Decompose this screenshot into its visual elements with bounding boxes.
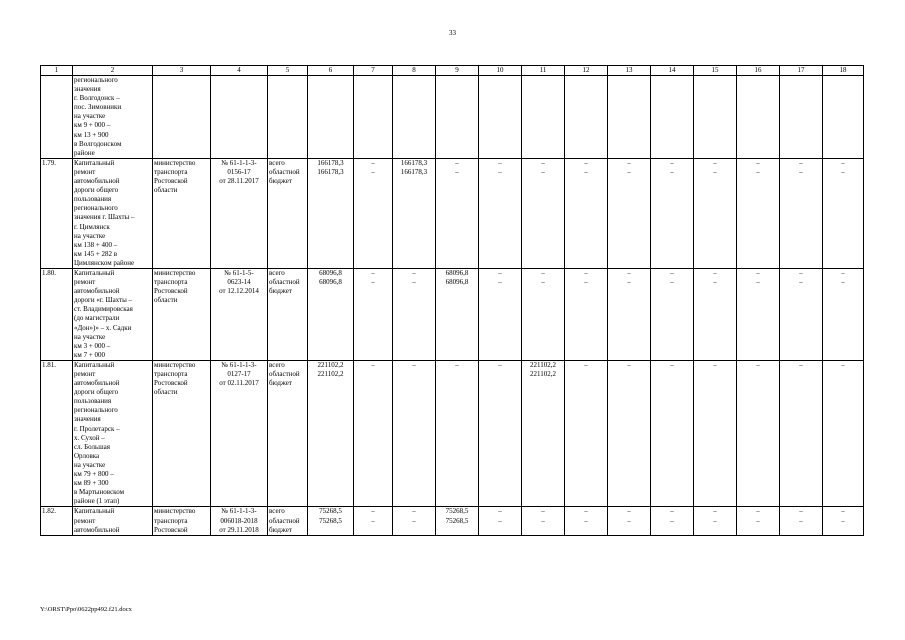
- value-cell: [436, 158, 479, 268]
- value-cell: [694, 507, 737, 535]
- value: [824, 370, 862, 379]
- value: –: [627, 278, 631, 287]
- object-name: Капитальный ремонт автомобильной дороги общего пользования регионального значения г. Пролетарск – х. Сухой – сл. Большая Орловка на участке км 79 + 800 – км 89 + 300 в Мартыновском районе (1 этап): [73, 360, 153, 507]
- value: –: [627, 516, 631, 525]
- value: –: [541, 167, 545, 176]
- value-cell: [737, 360, 780, 507]
- executor: министерство транспорта Ростовской области: [153, 268, 211, 360]
- funding-source-label: областной бюджет: [269, 370, 300, 388]
- column-number: 7: [354, 66, 393, 76]
- value: –: [841, 278, 845, 287]
- funding-source: [268, 268, 308, 360]
- file-path-footer: Y:\ORST\Ppo\0622pp492.f21.docx: [40, 606, 132, 613]
- value-cell: [780, 360, 823, 507]
- row-number: 1.79.: [41, 158, 73, 268]
- value-cell: [308, 360, 354, 507]
- expertise-document: № 61-1-5- 0623-14 от 12.12.2014: [211, 268, 268, 360]
- value-cell: [436, 268, 479, 360]
- value: –: [412, 507, 416, 516]
- value-cell: [780, 268, 823, 360]
- row-number: 1.82.: [41, 507, 73, 535]
- program-table: [40, 65, 864, 536]
- value: –: [670, 507, 674, 516]
- value-cell: [608, 360, 651, 507]
- value: –: [455, 167, 459, 176]
- value: –: [799, 158, 803, 167]
- value: –: [584, 507, 588, 516]
- value: –: [670, 158, 674, 167]
- object-name: Капитальный ремонт автомобильной дороги «г. Шахты – ст. Владимировская (до магистрали «Дон»)» – х. Садки на участке км 3 + 000 – км 7 + 000: [73, 268, 153, 360]
- table-row: [41, 507, 864, 535]
- value: –: [670, 516, 674, 525]
- table-row: [41, 360, 864, 507]
- funding-source: [268, 360, 308, 507]
- value: 221102,2: [317, 360, 344, 369]
- value: 166178,3: [317, 158, 344, 167]
- value-cell: [522, 268, 565, 360]
- value: –: [541, 507, 545, 516]
- value: –: [412, 278, 416, 287]
- value: [652, 370, 692, 379]
- value: 75268,5: [445, 516, 469, 525]
- funding-source-label: областной бюджет: [269, 278, 300, 296]
- value-cell: [393, 360, 436, 507]
- value: –: [498, 507, 502, 516]
- value: –: [799, 516, 803, 525]
- value-cell: [780, 507, 823, 535]
- value: [355, 370, 391, 379]
- value: 221102,2: [317, 370, 344, 378]
- empty-cell: [479, 76, 522, 159]
- value: –: [627, 360, 631, 369]
- value-cell: [354, 360, 393, 507]
- empty-cell: [268, 76, 308, 159]
- value: 221102,2: [530, 360, 556, 369]
- value-cell: [522, 507, 565, 535]
- value: –: [713, 158, 717, 167]
- value: –: [541, 278, 545, 287]
- value: –: [455, 158, 459, 167]
- column-number: 16: [737, 66, 780, 76]
- value: –: [498, 167, 502, 176]
- table-row: [41, 158, 864, 268]
- value-cell: [479, 268, 522, 360]
- value-cell: [737, 158, 780, 268]
- value: –: [670, 167, 674, 176]
- column-number: 1: [41, 66, 73, 76]
- value-cell: [565, 268, 608, 360]
- row-number: 1.80.: [41, 268, 73, 360]
- value: –: [371, 507, 375, 516]
- value-cell: [651, 268, 694, 360]
- funding-source-label: областной бюджет: [269, 167, 300, 186]
- empty-cell: [211, 76, 268, 159]
- column-number: 3: [153, 66, 211, 76]
- value: –: [371, 268, 375, 277]
- value: –: [371, 278, 375, 287]
- value: –: [799, 507, 803, 516]
- page-number: 33: [449, 29, 456, 37]
- value: –: [412, 360, 416, 369]
- empty-cell: [565, 76, 608, 159]
- object-name-continued: регионального значения г. Волгодонск – пос. Зимовники на участке км 9 + 000 – км 13 + 900 в Волгодонском районе: [73, 76, 153, 159]
- value: –: [756, 268, 760, 277]
- value-cell: [354, 268, 393, 360]
- value: –: [713, 167, 717, 176]
- executor: министерство транспорта Ростовской области: [153, 360, 211, 507]
- value: [738, 370, 778, 379]
- value-cell: [436, 507, 479, 535]
- value: –: [799, 278, 803, 287]
- value: [394, 370, 434, 379]
- funding-source-label: всего: [269, 360, 285, 369]
- value-cell: [479, 360, 522, 507]
- empty-cell: [737, 76, 780, 159]
- value: –: [584, 268, 588, 277]
- value: 75268,5: [319, 516, 342, 525]
- value-cell: [565, 158, 608, 268]
- value: –: [412, 268, 416, 277]
- value: [437, 370, 477, 379]
- empty-cell: [780, 76, 823, 159]
- value-cell: [823, 268, 864, 360]
- expertise-document: № 61-1-1-3- 006018-2018 от 29.11.2018: [211, 507, 268, 535]
- value: –: [627, 268, 631, 277]
- value: 75268,5: [445, 507, 469, 516]
- value: –: [371, 158, 375, 167]
- value: 68096,8: [319, 268, 342, 277]
- value: –: [584, 167, 588, 176]
- column-number: 17: [780, 66, 823, 76]
- value: –: [371, 360, 375, 369]
- value-cell: [823, 360, 864, 507]
- value: –: [541, 268, 545, 277]
- value: 68096,8: [319, 278, 342, 287]
- value: –: [412, 516, 416, 525]
- column-number: 10: [479, 66, 522, 76]
- executor: министерство транспорта Ростовской: [153, 507, 211, 535]
- value: –: [627, 158, 631, 167]
- empty-cell: [651, 76, 694, 159]
- value: –: [713, 516, 717, 525]
- value-cell: [522, 158, 565, 268]
- value: –: [799, 268, 803, 277]
- value: –: [799, 167, 803, 176]
- value: –: [756, 158, 760, 167]
- row-number: 1.81.: [41, 360, 73, 507]
- column-number-row: [41, 66, 864, 76]
- value: 166178,3: [400, 158, 428, 167]
- empty-cell: [308, 76, 354, 159]
- value: –: [756, 278, 760, 287]
- funding-source-label: всего: [269, 507, 285, 516]
- value-cell: [780, 158, 823, 268]
- value-cell: [737, 507, 780, 535]
- column-number: 18: [823, 66, 864, 76]
- value: –: [713, 360, 717, 369]
- expertise-document: № 61-1-1-3- 0127-17 от 02.11.2017: [211, 360, 268, 507]
- value: 166178,3: [400, 167, 428, 176]
- value: –: [498, 268, 502, 277]
- value: –: [670, 360, 674, 369]
- value: –: [756, 360, 760, 369]
- value: 75268,5: [319, 507, 342, 516]
- value-cell: [737, 268, 780, 360]
- empty-cell: [41, 76, 73, 159]
- value: –: [756, 516, 760, 525]
- empty-cell: [354, 76, 393, 159]
- funding-source-label: всего: [269, 268, 285, 277]
- empty-cell: [436, 76, 479, 159]
- value: –: [541, 516, 545, 525]
- value-cell: [608, 507, 651, 535]
- column-number: 12: [565, 66, 608, 76]
- funding-source: [268, 507, 308, 535]
- funding-source-label: всего: [269, 158, 285, 167]
- value-cell: [565, 507, 608, 535]
- value: 166178,3: [317, 167, 344, 176]
- value: –: [371, 516, 375, 525]
- value-cell: [393, 507, 436, 535]
- value: 221102,2: [530, 370, 556, 378]
- value-cell: [565, 360, 608, 507]
- table-row: [41, 268, 864, 360]
- value-cell: [308, 158, 354, 268]
- column-number: 15: [694, 66, 737, 76]
- value-cell: [694, 360, 737, 507]
- value: –: [670, 268, 674, 277]
- value: –: [713, 268, 717, 277]
- column-number: 6: [308, 66, 354, 76]
- value: –: [627, 167, 631, 176]
- value-cell: [694, 158, 737, 268]
- value-cell: [393, 268, 436, 360]
- expertise-document: № 61-1-1-3- 0156-17 от 28.11.2017: [211, 158, 268, 268]
- value: –: [541, 158, 545, 167]
- object-name: Капитальный ремонт автомобильной дороги общего пользования регионального значения г. Шахты – г. Цимлянск на участке км 138 + 400 – км 145 + 282 в Цимлянском районе: [73, 158, 153, 268]
- empty-cell: [608, 76, 651, 159]
- value: –: [713, 507, 717, 516]
- value-cell: [823, 507, 864, 535]
- value: 68096,8: [445, 278, 469, 287]
- empty-cell: [823, 76, 864, 159]
- value: –: [584, 278, 588, 287]
- value: –: [455, 360, 459, 369]
- empty-cell: [393, 76, 436, 159]
- column-number: 14: [651, 66, 694, 76]
- value: –: [841, 167, 845, 176]
- value: –: [584, 360, 588, 369]
- value: –: [841, 360, 845, 369]
- value-cell: [651, 360, 694, 507]
- continuation-row: [41, 76, 864, 159]
- value-cell: [308, 268, 354, 360]
- column-number: 8: [393, 66, 436, 76]
- value-cell: [436, 360, 479, 507]
- value-cell: [608, 268, 651, 360]
- value-cell: [479, 158, 522, 268]
- column-number: 4: [211, 66, 268, 76]
- value: [695, 370, 735, 379]
- value: –: [584, 158, 588, 167]
- executor: министерство транспорта Ростовской области: [153, 158, 211, 268]
- value-cell: [479, 507, 522, 535]
- value-cell: [651, 158, 694, 268]
- value: –: [498, 278, 502, 287]
- value: –: [498, 360, 502, 369]
- value-cell: [651, 507, 694, 535]
- value: –: [371, 167, 375, 176]
- object-name: Капитальный ремонт автомобильной: [73, 507, 153, 535]
- column-number: 11: [522, 66, 565, 76]
- empty-cell: [153, 76, 211, 159]
- value: –: [799, 360, 803, 369]
- value: –: [841, 268, 845, 277]
- value-cell: [393, 158, 436, 268]
- column-number: 9: [436, 66, 479, 76]
- value: [781, 370, 821, 379]
- value: [566, 370, 606, 379]
- funding-source: [268, 158, 308, 268]
- value-cell: [694, 268, 737, 360]
- value: –: [713, 278, 717, 287]
- value: [480, 370, 520, 379]
- value-cell: [608, 158, 651, 268]
- value-cell: [823, 158, 864, 268]
- value: –: [841, 516, 845, 525]
- column-number: 2: [73, 66, 153, 76]
- value: –: [627, 507, 631, 516]
- empty-cell: [522, 76, 565, 159]
- value: –: [756, 167, 760, 176]
- value-cell: [354, 507, 393, 535]
- value: –: [498, 158, 502, 167]
- value: –: [841, 158, 845, 167]
- value-cell: [308, 507, 354, 535]
- value-cell: [354, 158, 393, 268]
- value: 68096,8: [445, 268, 469, 277]
- value: –: [841, 507, 845, 516]
- value-cell: [522, 360, 565, 507]
- value: [609, 370, 649, 379]
- value: –: [498, 516, 502, 525]
- value: –: [584, 516, 588, 525]
- column-number: 13: [608, 66, 651, 76]
- value: –: [670, 278, 674, 287]
- value: –: [756, 507, 760, 516]
- empty-cell: [694, 76, 737, 159]
- funding-source-label: областной бюджет: [269, 516, 300, 534]
- column-number: 5: [268, 66, 308, 76]
